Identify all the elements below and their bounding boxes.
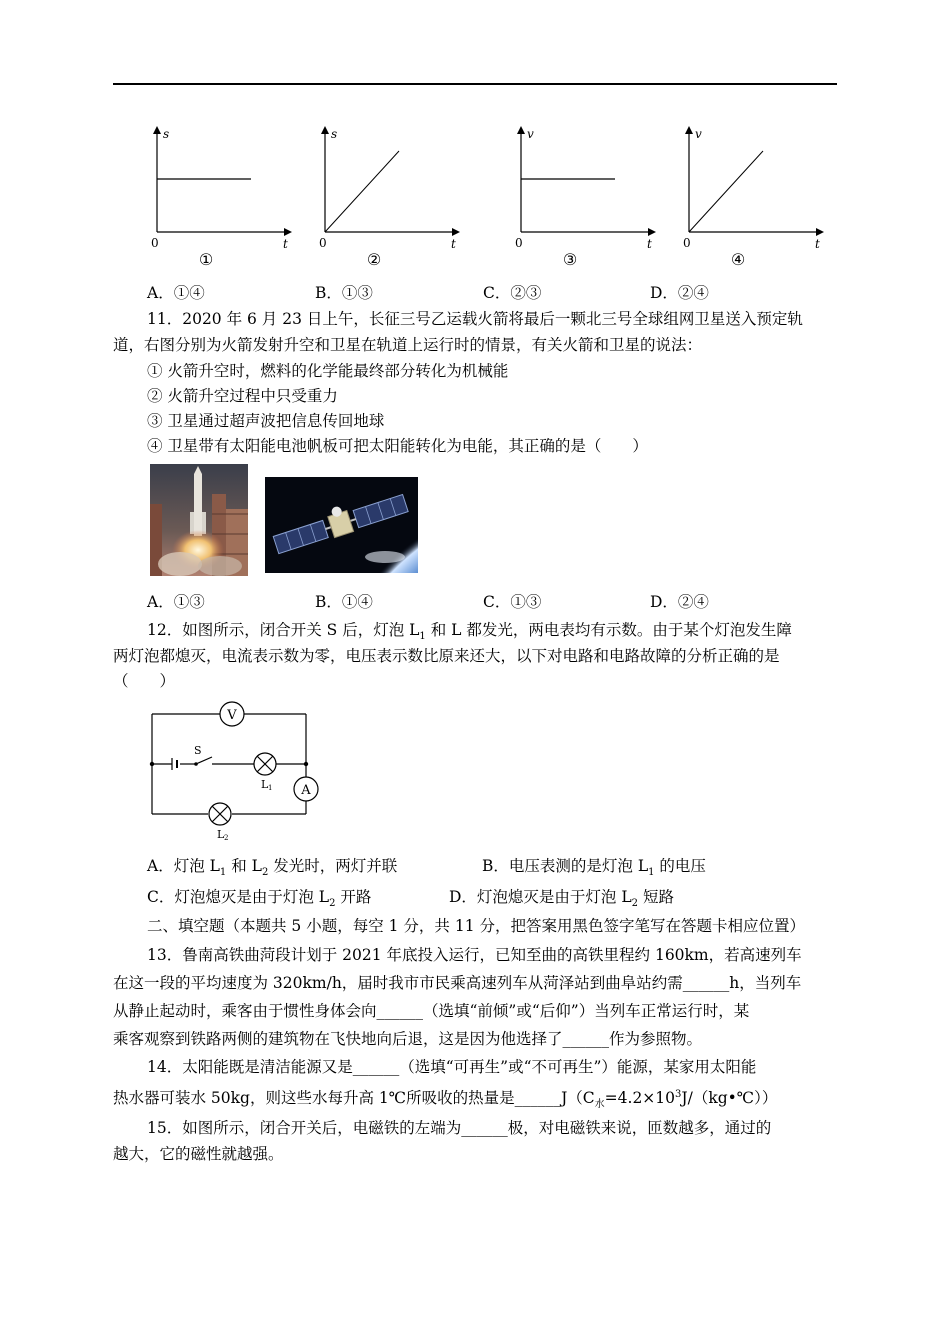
graph-line (325, 151, 399, 232)
y-axis-label: v (527, 127, 534, 141)
graph-number-label: ④ (730, 250, 746, 269)
l2-sub: 2 (224, 834, 229, 842)
q12-option-b: B．电压表测的是灯泡 $L_1$ 的电压 (482, 857, 706, 879)
y-axis-arrow (321, 126, 329, 134)
origin-label: 0 (515, 236, 523, 250)
q11-stem-line2: 道，右图分别为火箭发射升空和卫星在轨道上运行时的情景，有关火箭和卫星的说法： (113, 336, 703, 354)
header-rule (113, 83, 837, 85)
q13-line1: 13．鲁南高铁曲菏段计划于 2021 年底投入运行，已知至曲的高铁里程约 160km，若高速列车 (147, 946, 802, 964)
q10-option-d: D．②④ (650, 284, 709, 302)
q14-line2: 热水器可装水 50kg，则这些水每升高 1℃所吸收的热量是$\_\_\_\_\_\_J(C_水=4.2\times 10^3J/(kg•℃))$ (113, 1088, 778, 1111)
graph-line (689, 151, 763, 232)
q15-line1: 15．如图所示，闭合开关后，电磁铁的左端为______极，对电磁铁来说，匝数越多，通过的 (147, 1119, 772, 1137)
q10-option-c: C．②③ (483, 284, 542, 302)
x-axis-label: t (283, 237, 288, 251)
q13-line2: 在这一段的平均速度为 320km/h，届时我市市民乘高速列车从菏泽站到曲阜站约需______h，当列车 (113, 974, 802, 992)
y-axis-label: s (163, 127, 170, 141)
y-axis-arrow (153, 126, 161, 134)
ammeter-label: A (301, 783, 311, 798)
q11-option-d: D．②④ (650, 593, 709, 611)
circuit-diagram (140, 696, 330, 844)
origin-label: 0 (683, 236, 691, 250)
y-axis-arrow (517, 126, 525, 134)
section-2-header: 二、填空题（本题共 5 小题，每空 1 分，共 11 分，把答案用黑色签字笔写在答题卡相应位置） (147, 917, 806, 935)
switch-label: S (194, 744, 202, 757)
x-axis-arrow (648, 228, 656, 236)
q11-item-4: ④ 卫星带有太阳能电池帆板可把太阳能转化为电能，其正确的是（ ） (147, 437, 648, 455)
q13-line4: 乘客观察到铁路两侧的建筑物在飞快地向后退，这是因为他选择了______作为参照物。 (113, 1030, 703, 1048)
q12-stem-line1: 12．如图所示，闭合开关 S 后，灯泡 $L_1$ 和 L 都发光，两电表均有示数。由于某个灯泡发生障 (147, 621, 792, 643)
rocket-launch-photo (150, 464, 248, 576)
q10-option-a: A．①④ (147, 284, 205, 302)
q12-stem-line2: 两灯泡都熄灭，电流表示数为零，电压表示数比原来还大，以下对电路和电路故障的分析正确的是 (113, 647, 780, 665)
x-axis-label: t (815, 237, 820, 251)
graph-number-label: ② (366, 250, 382, 269)
y-axis-arrow (685, 126, 693, 134)
q11-option-a: A．①③ (147, 593, 205, 611)
origin-label: 0 (151, 236, 159, 250)
q11-item-1: ① 火箭升空时，燃料的化学能最终部分转化为机械能 (147, 362, 509, 380)
q11-option-b: B．①④ (315, 593, 373, 611)
l1-label: L (261, 778, 269, 791)
l2-label: L (217, 828, 225, 841)
q11-item-3: ③ 卫星通过超声波把信息传回地球 (147, 412, 385, 430)
q15-line2: 越大，它的磁性就越强。 (113, 1145, 284, 1163)
x-axis-label: t (647, 237, 652, 251)
satellite-orbit-photo (265, 477, 418, 573)
motion-graph-4 (680, 122, 830, 272)
y-axis-label: s (331, 127, 338, 141)
q11-item-2: ② 火箭升空过程中只受重力 (147, 387, 338, 405)
q12-stem-line3: （ ） (113, 672, 176, 690)
q11-stem-line1: 11．2020 年 6 月 23 日上午，长征三号乙运载火箭将最后一颗北三号全球组网卫星送入预定轨 (147, 310, 803, 328)
l1-sub: 1 (268, 784, 273, 792)
motion-graph-2 (316, 122, 466, 272)
x-axis-arrow (452, 228, 460, 236)
origin-label: 0 (319, 236, 327, 250)
q14-line1: 14．太阳能既是清洁能源又是______（选填“可再生”或“不可再生”）能源，某家用太阳能 (147, 1058, 757, 1076)
graph-number-label: ③ (562, 250, 578, 269)
q12-option-a: A．灯泡 $L_1$ 和 $L_2$ 发光时，两灯并联 (147, 857, 398, 879)
graph-number-label: ① (198, 250, 214, 269)
motion-graph-1 (148, 122, 298, 272)
q12-option-c: C．灯泡熄灭是由于灯泡 $L_2$ 开路 (147, 888, 372, 910)
q13-line3: 从静止起动时，乘客由于惯性身体会向______（选填“前倾”或“后仰”）当列车正常运行时，某 (113, 1002, 750, 1020)
x-axis-arrow (284, 228, 292, 236)
q10-option-b: B．①③ (315, 284, 373, 302)
x-axis-label: t (451, 237, 456, 251)
q12-option-d: D．灯泡熄灭是由于灯泡 $L_2$ 短路 (449, 888, 674, 910)
voltmeter-label: V (227, 708, 237, 723)
y-axis-label: v (695, 127, 702, 141)
q11-option-c: C．①③ (483, 593, 542, 611)
x-axis-arrow (816, 228, 824, 236)
motion-graph-3 (512, 122, 662, 272)
